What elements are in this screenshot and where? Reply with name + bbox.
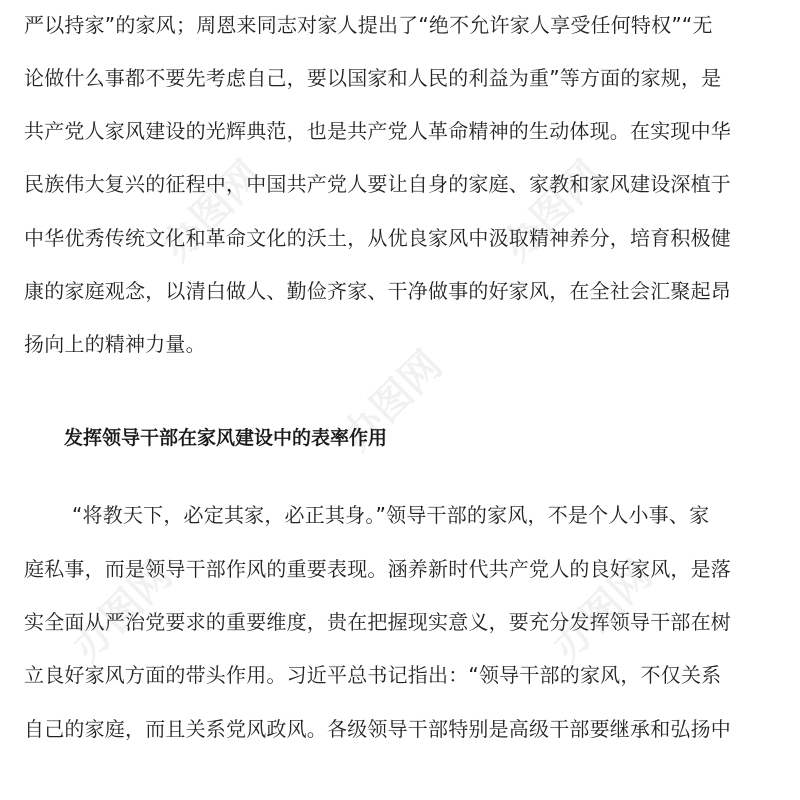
- text-line: “将教天下，必定其家，必正其身。”领导干部的家风，不是个人小事、家: [72, 503, 710, 527]
- text-line: 民族伟大复兴的征程中，中国共产党人要让自身的家庭、家教和家风建设深植于: [24, 172, 731, 196]
- watermark: 办图网: [333, 342, 452, 460]
- watermark: 办图网: [493, 152, 612, 270]
- text-line: 论做什么事都不要先考虑自己，要以国家和人民的利益为重”等方面的家规，是: [24, 66, 722, 90]
- watermark: 办图网: [543, 552, 662, 670]
- text-line: 严以持家”的家风；周恩来同志对家人提出了“绝不允许家人享受任何特权”“无: [24, 13, 713, 37]
- watermark: 办图网: [153, 152, 272, 270]
- text-line: 庭私事，而是领导干部作风的重要表现。涵养新时代共产党人的良好家风，是落: [24, 557, 731, 581]
- section-heading: 发挥领导干部在家风建设中的表率作用: [64, 427, 388, 449]
- text-line: 康的家庭观念，以清白做人、勤俭齐家、干净做事的好家风，在全社会汇聚起昂: [24, 279, 731, 303]
- text-line: 立良好家风方面的带头作用。习近平总书记指出：“领导干部的家风，不仅关系: [24, 663, 722, 687]
- text-line: 共产党人家风建设的光辉典范，也是共产党人革命精神的生动体现。在实现中华: [24, 119, 731, 143]
- watermark: 办图网: [63, 552, 182, 670]
- text-line: 扬向上的精神力量。: [24, 332, 206, 356]
- text-line: 自己的家庭，而且关系党风政风。各级领导干部特别是高级干部要继承和弘扬中: [24, 717, 731, 741]
- text-line: 实全面从严治党要求的重要维度，贵在把握现实意义，要充分发挥领导干部在树: [24, 610, 731, 634]
- text-line: 中华优秀传统文化和革命文化的沃土，从优良家风中汲取精神养分，培育积极健: [24, 226, 731, 250]
